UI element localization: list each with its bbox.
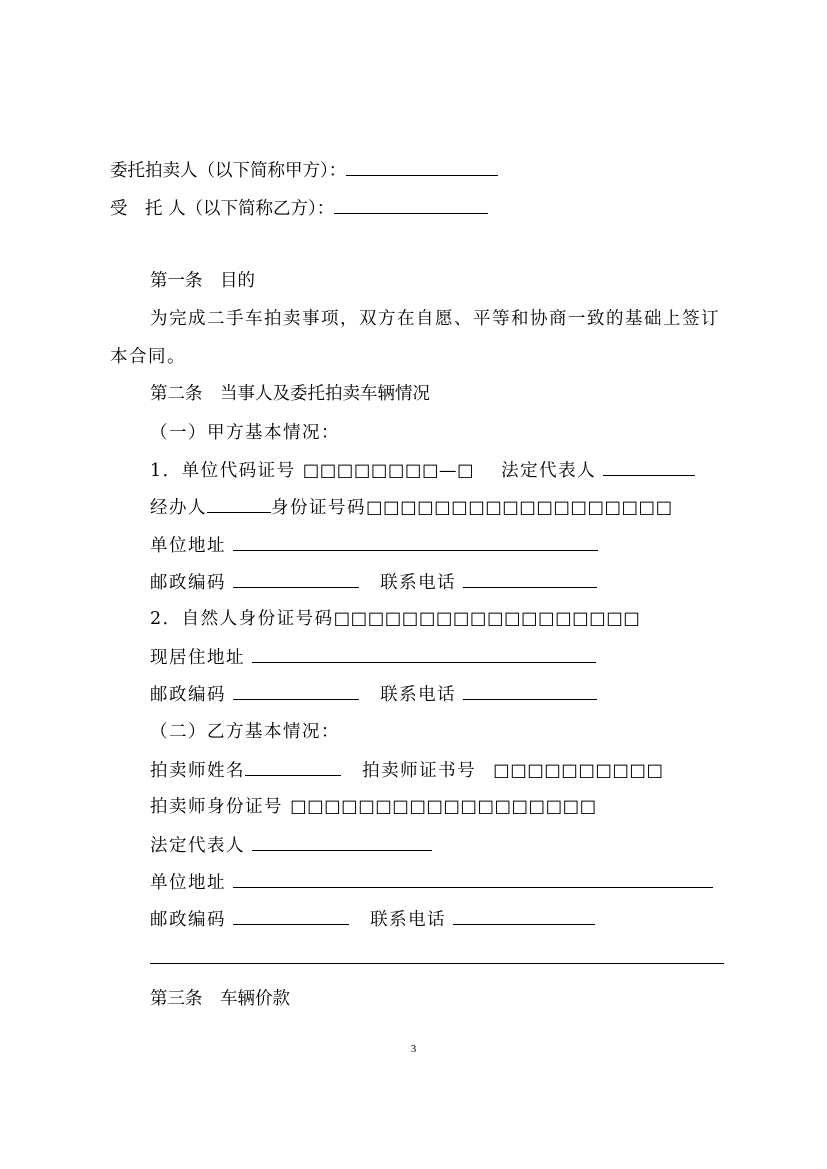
phone-label-2: 联系电话 [380, 685, 457, 705]
party-a-label: 委托拍卖人（以下简称甲方）： [110, 161, 347, 181]
auctioneer-name-field[interactable] [245, 758, 341, 776]
auctioneer-id-line [150, 795, 597, 819]
party-b-line [110, 196, 488, 221]
postcode-phone-line [150, 570, 597, 595]
postcode-field[interactable] [233, 570, 359, 588]
legal-rep-field[interactable] [603, 458, 695, 476]
org-code-line [150, 458, 695, 483]
phone-field[interactable] [463, 570, 597, 588]
org-code-label: 1．单位代码证号 [150, 461, 296, 481]
article-1-text-line1: 为完成二手车拍卖事项，双方在自愿、平等和协商一致的基础上签订 [150, 309, 720, 329]
party-a-info-heading: （一）甲方基本情况： [150, 423, 340, 443]
postcode-field-2[interactable] [233, 682, 359, 700]
handler-label: 经办人 [150, 498, 207, 518]
residence-field[interactable] [252, 645, 596, 663]
party-b-info-heading: （二）乙方基本情况： [150, 722, 340, 742]
org-address-b-label: 单位地址 [150, 873, 226, 893]
residence-label: 现居住地址 [150, 648, 245, 668]
handler-line [150, 495, 673, 520]
auctioneer-id-boxes[interactable]: □□□□□□□□□□□□□□□□□□ [290, 797, 597, 817]
handler-field[interactable] [207, 495, 271, 513]
postcode-label-2: 邮政编码 [150, 685, 226, 705]
article-2-title: 第二条 当事人及委托拍卖车辆情况 [150, 384, 430, 404]
phone-label: 联系电话 [380, 573, 457, 593]
auctioneer-cert-boxes[interactable]: □□□□□□□□□□ [493, 761, 664, 781]
party-a-name-field[interactable] [346, 158, 498, 176]
org-address-field[interactable] [233, 533, 598, 551]
id-boxes[interactable]: □□□□□□□□□□□□□□□□□□ [366, 498, 673, 518]
party-b-label: 受 托 人（以下简称乙方）： [110, 199, 335, 219]
org-address-line [150, 533, 598, 558]
phone-field-2[interactable] [463, 682, 597, 700]
postcode-b-field[interactable] [233, 907, 349, 925]
article-1-title: 第一条 目的 [150, 271, 255, 291]
page-number: 3 [410, 1043, 417, 1055]
person-id-boxes[interactable]: □□□□□□□□□□□□□□□□□□ [333, 609, 641, 629]
org-code-boxes[interactable]: □□□□□□□□—□ [302, 461, 475, 481]
postcode-phone-line-2 [150, 682, 597, 707]
auctioneer-cert-label: 拍卖师证书号 [362, 761, 477, 781]
id-label: 身份证号码 [271, 498, 366, 518]
party-a-line [110, 158, 498, 183]
person-id-label: 2．自然人身份证号码 [150, 609, 334, 629]
party-b-name-field[interactable] [334, 196, 488, 214]
auctioneer-name-label: 拍卖师姓名 [150, 761, 245, 781]
auctioneer-line [150, 758, 664, 783]
legal-rep-b-field[interactable] [252, 833, 432, 851]
legal-rep-b-label: 法定代表人 [150, 836, 245, 856]
phone-b-field[interactable] [453, 907, 595, 925]
auctioneer-id-label: 拍卖师身份证号 [150, 797, 283, 817]
person-id-line [150, 607, 640, 631]
phone-b-label: 联系电话 [370, 910, 447, 930]
residence-line [150, 645, 596, 670]
org-address-b-field[interactable] [233, 870, 713, 888]
article-3-title: 第三条 车辆价款 [150, 989, 290, 1009]
org-address-b-line [150, 870, 713, 895]
postcode-phone-b-line [150, 907, 595, 932]
article-1-text-line2: 本合同。 [110, 347, 186, 367]
postcode-b-label: 邮政编码 [150, 910, 226, 930]
org-address-label: 单位地址 [150, 536, 226, 556]
section-divider [150, 963, 724, 964]
postcode-label: 邮政编码 [150, 573, 226, 593]
legal-rep-label: 法定代表人 [501, 461, 597, 481]
legal-rep-b-line [150, 833, 432, 858]
